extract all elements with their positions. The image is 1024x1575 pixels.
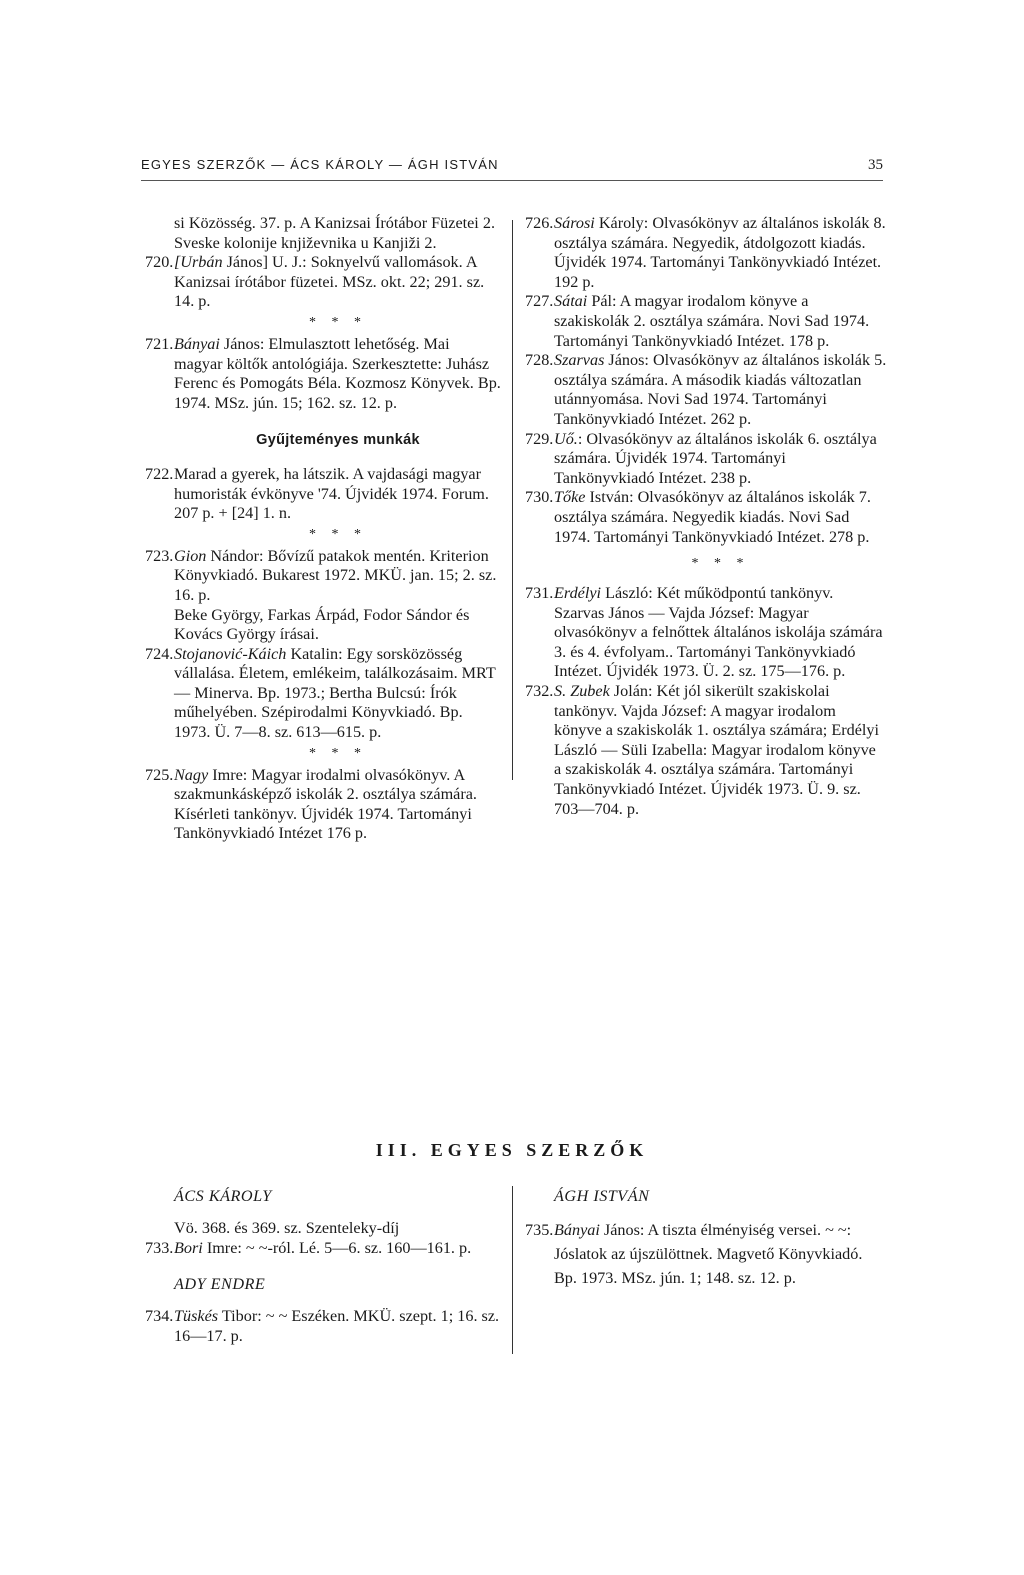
entry-720: 720. [Urbán János] U. J.: Soknyelvű vallomások. A Kanizsai írótábor füzetei. MSz. okt. 22; 291. sz. 14. p. xyxy=(145,253,485,311)
running-head: EGYES SZERZŐK — ÁCS KÁROLY — ÁGH ISTVÁN xyxy=(141,157,499,172)
header-rule xyxy=(141,180,883,181)
entry-735: 735. Bányai János: A tiszta élményiség versei. ~ ~: Jóslatok az újszülöttnek. Magvető Könyvkiadó. Bp. 1973. MSz. jún. 1; 148. sz. 12. p. xyxy=(525,1221,863,1287)
author-heading: ÁGH ISTVÁN xyxy=(554,1187,650,1205)
entry-732: 732. S. Zubek Jolán: Két jól sikerült szakiskolai tankönyv. Vajda József: A magyar irodalom könyve a szakiskolák 1. osztálya számára; Erdélyi László — Süli Izabella: Magyar irodalom könyve a szakiskolák 4. osztálya számára. Tartományi Tankönyvkiadó Intézet. Újvidék 1973. Ü. 9. sz. 703—704. p. xyxy=(525,682,879,818)
entry-731: 731. Erdélyi László: Két működpontú tankönyv. Szarvas János — Vajda József: Magyar olvasókönyv a felnőttek általános iskolája számára 3. és 4. évfolyam.. Tartományi Tankönyvkiadó Intézet. Újvidék 1973. Ü. 2. sz. 175—176. p. xyxy=(525,584,883,681)
right-column xyxy=(525,214,887,819)
entry-724: 724. Stojanović-Káich Katalin: Egy sorsközösség vállalása. Életem, emlékeim, találkozásaim. MRT — Minerva. Bp. 1973.; Bertha Bulcsú: Írók műhelyében. Szépirodalmi Könyvkiadó. Bp. 1973. Ü. 7—8. sz. 613—615. p. xyxy=(145,644,496,742)
page-header xyxy=(141,157,883,179)
part-title: III. EGYES SZERZŐK xyxy=(375,1140,649,1160)
entry-723: 723. Gion Nándor: Bővízű patakok mentén. Kriterion Könyvkiadó. Bukarest 1972. MKÜ. jan. 15; 2. sz. 16. p. xyxy=(145,546,497,604)
entry-722: 722. Marad a gyerek, ha látszik. A vajdasági magyar humoristák évkönyve '74. Újvidék 1974. Forum. 207 p. + [24] 1. n. xyxy=(145,464,489,523)
entry-733: 733. Bori Imre: ~ ~-ról. Lé. 5—6. sz. 160—161. p. xyxy=(145,1239,472,1257)
page-number: 35 xyxy=(868,157,883,173)
stars-separator: * * * xyxy=(309,314,367,330)
column-divider xyxy=(512,220,513,780)
entry-726: 726. Sárosi Károly: Olvasókönyv az általános iskolák 8. osztálya számára. Negyedik, átdolgozott kiadás. Újvidék 1974. Tartományi Tankönyvkiadó Intézet. 192 p. xyxy=(525,214,886,291)
section-title: Gyűjteményes munkák xyxy=(256,432,420,449)
continuation-text: si Közösség. 37. p. A Kanizsai Írótábor Füzetei 2. Sveske kolonije književnika u Kanjiži 2. xyxy=(174,214,495,252)
column-divider xyxy=(512,1186,513,1354)
entry-728: 728. Szarvas János: Olvasókönyv az általános iskolák 5. osztálya számára. A második kiadás változatlan utánnyomása. Novi Sad 1974. Tartományi Tankönyvkiadó Intézet. 262 p. xyxy=(525,351,887,428)
authors-left-column xyxy=(145,1186,502,1346)
cross-reference: Vö. 368. és 369. sz. Szenteleky-díj xyxy=(174,1219,400,1237)
stars-separator: * * * xyxy=(309,745,367,761)
left-column xyxy=(145,214,502,844)
stars-separator: * * * xyxy=(309,526,367,542)
stars-separator: * * * xyxy=(691,556,750,572)
entry-727: 727. Sátai Pál: A magyar irodalom könyve a szakiskolák 2. osztálya számára. Novi Sad 1974. Tartományi Tankönyvkiadó Intézet. 178 p. xyxy=(525,292,870,350)
author-heading: ÁCS KÁROLY xyxy=(174,1187,272,1205)
entry-721: 721. Bányai János: Elmulasztott lehetőség. Mai magyar költők antológiája. Szerkesztette: Juhász Ferenc és Pomogáts Béla. Kozmosz Könyvek. Bp. 1974. MSz. jún. 15; 162. sz. 12. p. xyxy=(145,334,501,412)
entry-723-note: Beke György, Farkas Árpád, Fodor Sándor és Kovács György írásai. xyxy=(174,605,470,644)
entry-734: 734. Tüskés Tibor: ~ ~ Eszéken. MKÜ. szept. 1; 16. sz. 16—17. p. xyxy=(145,1307,500,1345)
authors-right-column xyxy=(525,1186,887,1290)
entry-725: 725. Nagy Imre: Magyar irodalmi olvasókönyv. A szakmunkásképző iskolák 2. osztálya számára. Kísérleti tankönyv. Újvidék 1974. Tartományi Tankönyvkiadó Intézet 176 p. xyxy=(145,765,477,843)
entry-729: 729. Uő.: Olvasókönyv az általános iskolák 6. osztálya számára. Újvidék 1974. Tartományi Tankönyvkiadó Intézet. 238 p. xyxy=(525,429,877,487)
author-heading: ADY ENDRE xyxy=(174,1275,266,1293)
entry-730: 730. Tőke István: Olvasókönyv az általános iskolák 7. osztálya számára. Negyedik kiadás. Novi Sad 1974. Tartományi Tankönyvkiadó Intézet. 278 p. xyxy=(525,488,871,546)
